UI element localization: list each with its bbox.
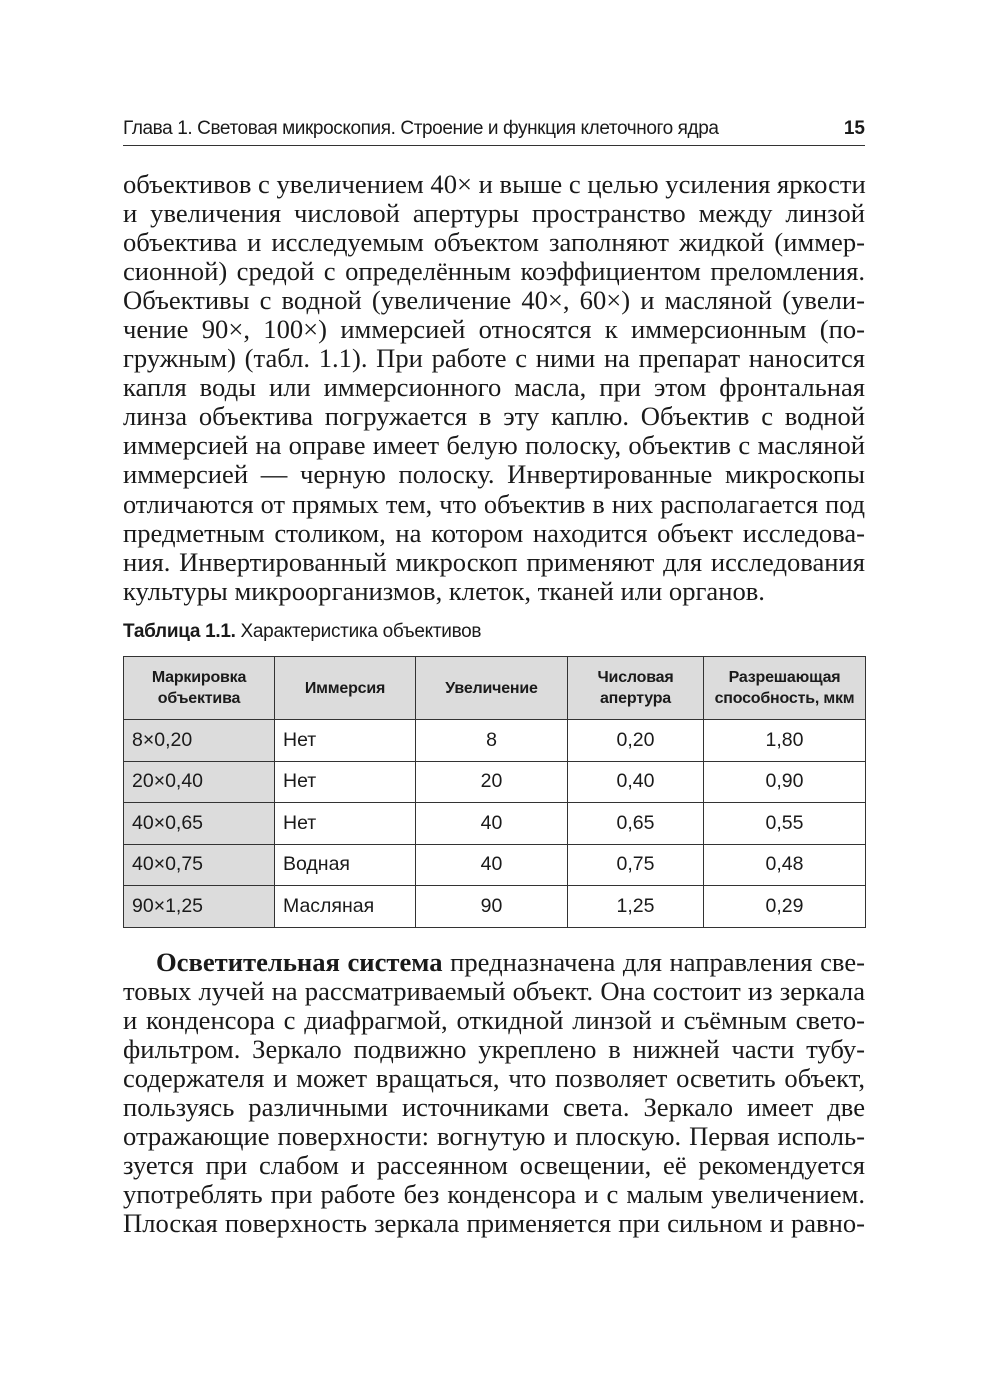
cell-immersion: Масляная bbox=[275, 886, 416, 928]
text-line: культуры микроорганизмов, клеток, тканей или органов. bbox=[123, 575, 765, 606]
cell-marking: 90×1,25 bbox=[124, 886, 275, 928]
text-line: чение 90×, 100×) иммерсией относятся к иммерсионным (по- bbox=[123, 314, 865, 345]
cell-marking: 40×0,75 bbox=[124, 844, 275, 886]
cell-resolution: 0,90 bbox=[704, 761, 866, 803]
cell-marking: 8×0,20 bbox=[124, 720, 275, 762]
text-line bbox=[123, 948, 865, 977]
table-row bbox=[124, 720, 866, 762]
text-line: товых лучей на рассматриваемый объект. Она состоит из зеркала bbox=[123, 976, 865, 1007]
running-head bbox=[123, 117, 865, 146]
page-number: 15 bbox=[843, 118, 865, 139]
text-line: и увеличения числовой апертуры пространство между линзой bbox=[123, 198, 865, 229]
table-header-row bbox=[124, 657, 866, 720]
table-caption-text: Характеристика объективов bbox=[240, 621, 482, 642]
table-row bbox=[124, 844, 866, 886]
table-caption bbox=[123, 620, 481, 644]
text-line: содержателя и может вращаться, что позволяет осветить объект, bbox=[123, 1063, 865, 1094]
objectives-table bbox=[123, 656, 866, 928]
cell-immersion: Нет bbox=[275, 720, 416, 762]
text-line: гружным) (табл. 1.1). При работе с ними на препарат наносится bbox=[123, 343, 865, 374]
cell-marking: 40×0,65 bbox=[124, 803, 275, 845]
table-row bbox=[124, 803, 866, 845]
text-line: предметным столиком, на котором находится объект исследова- bbox=[123, 517, 865, 548]
cell-magnification: 20 bbox=[416, 761, 568, 803]
cell-resolution: 1,80 bbox=[704, 720, 866, 762]
text-line: объективов с увеличением 40× и выше с целью усиления яркости bbox=[123, 169, 866, 199]
text-fragment: предназначена для направления све- bbox=[442, 947, 865, 977]
cell-immersion: Нет bbox=[275, 761, 416, 803]
text-line: употреблять при работе без конденсора и с малым увеличением. bbox=[123, 1179, 865, 1210]
text-line: ния. Инвертированный микроскоп применяют для исследования bbox=[123, 546, 865, 577]
cell-resolution: 0,29 bbox=[704, 886, 866, 928]
cell-resolution: 0,48 bbox=[704, 844, 866, 886]
text-line: капля воды или иммерсионного масла, при этом фронтальная bbox=[123, 372, 865, 403]
header-immersion: Иммерсия bbox=[275, 657, 416, 720]
cell-magnification: 8 bbox=[416, 720, 568, 762]
table-row bbox=[124, 761, 866, 803]
cell-magnification: 40 bbox=[416, 803, 568, 845]
text-line: сионной) средой с определённым коэффициентом преломления. bbox=[123, 256, 865, 287]
paragraph-objectives bbox=[123, 170, 865, 606]
cell-magnification: 40 bbox=[416, 844, 568, 886]
cell-aperture: 0,20 bbox=[568, 720, 704, 762]
table-caption-label: Таблица 1.1. bbox=[123, 621, 236, 642]
cell-immersion: Нет bbox=[275, 803, 416, 845]
paragraph-illumination bbox=[123, 948, 865, 1238]
text-line: и конденсора с диафрагмой, откидной линзой и съёмным свето- bbox=[123, 1005, 865, 1036]
table-row bbox=[124, 886, 866, 928]
cell-resolution: 0,55 bbox=[704, 803, 866, 845]
text-line: Плоская поверхность зеркала применяется при сильном и равно- bbox=[123, 1208, 865, 1239]
term-illumination-system: Осветительная система bbox=[156, 947, 443, 977]
cell-magnification: 90 bbox=[416, 886, 568, 928]
chapter-title: Глава 1. Световая микроскопия. Строение и функция клеточного ядра bbox=[123, 118, 719, 139]
text-line: фильтром. Зеркало подвижно укреплено в нижней части тубу- bbox=[123, 1034, 865, 1065]
text-line: иммерсией — черную полоску. Инвертированные микроскопы bbox=[123, 459, 865, 490]
cell-marking: 20×0,40 bbox=[124, 761, 275, 803]
text-line: Объективы с водной (увеличение 40×, 60×) и масляной (увели- bbox=[123, 285, 865, 316]
header-aperture: Числовая апертура bbox=[568, 657, 704, 720]
text-line: пользуясь различными источниками света. Зеркало имеет две bbox=[123, 1092, 865, 1123]
cell-aperture: 0,65 bbox=[568, 803, 704, 845]
cell-aperture: 1,25 bbox=[568, 886, 704, 928]
text-line: объектива и исследуемым объектом заполняют жидкой (иммер- bbox=[123, 227, 865, 258]
text-line: отличаются от прямых тем, что объектив в них располагается под bbox=[123, 489, 865, 519]
header-marking: Маркировка объектива bbox=[124, 657, 275, 720]
text-line: иммерсией на оправе имеет белую полоску, объектив с масляной bbox=[123, 430, 865, 461]
header-resolution: Разрешающая способность, мкм bbox=[704, 657, 866, 720]
cell-aperture: 0,40 bbox=[568, 761, 704, 803]
cell-immersion: Водная bbox=[275, 844, 416, 886]
text-line: линза объектива погружается в эту каплю. Объектив с водной bbox=[123, 401, 865, 432]
header-magnification: Увеличение bbox=[416, 657, 568, 720]
text-line: зуется при слабом и рассеянном освещении, её рекомендуется bbox=[123, 1150, 865, 1181]
text-line: отражающие поверхности: вогнутую и плоскую. Первая исполь- bbox=[123, 1121, 865, 1152]
cell-aperture: 0,75 bbox=[568, 844, 704, 886]
